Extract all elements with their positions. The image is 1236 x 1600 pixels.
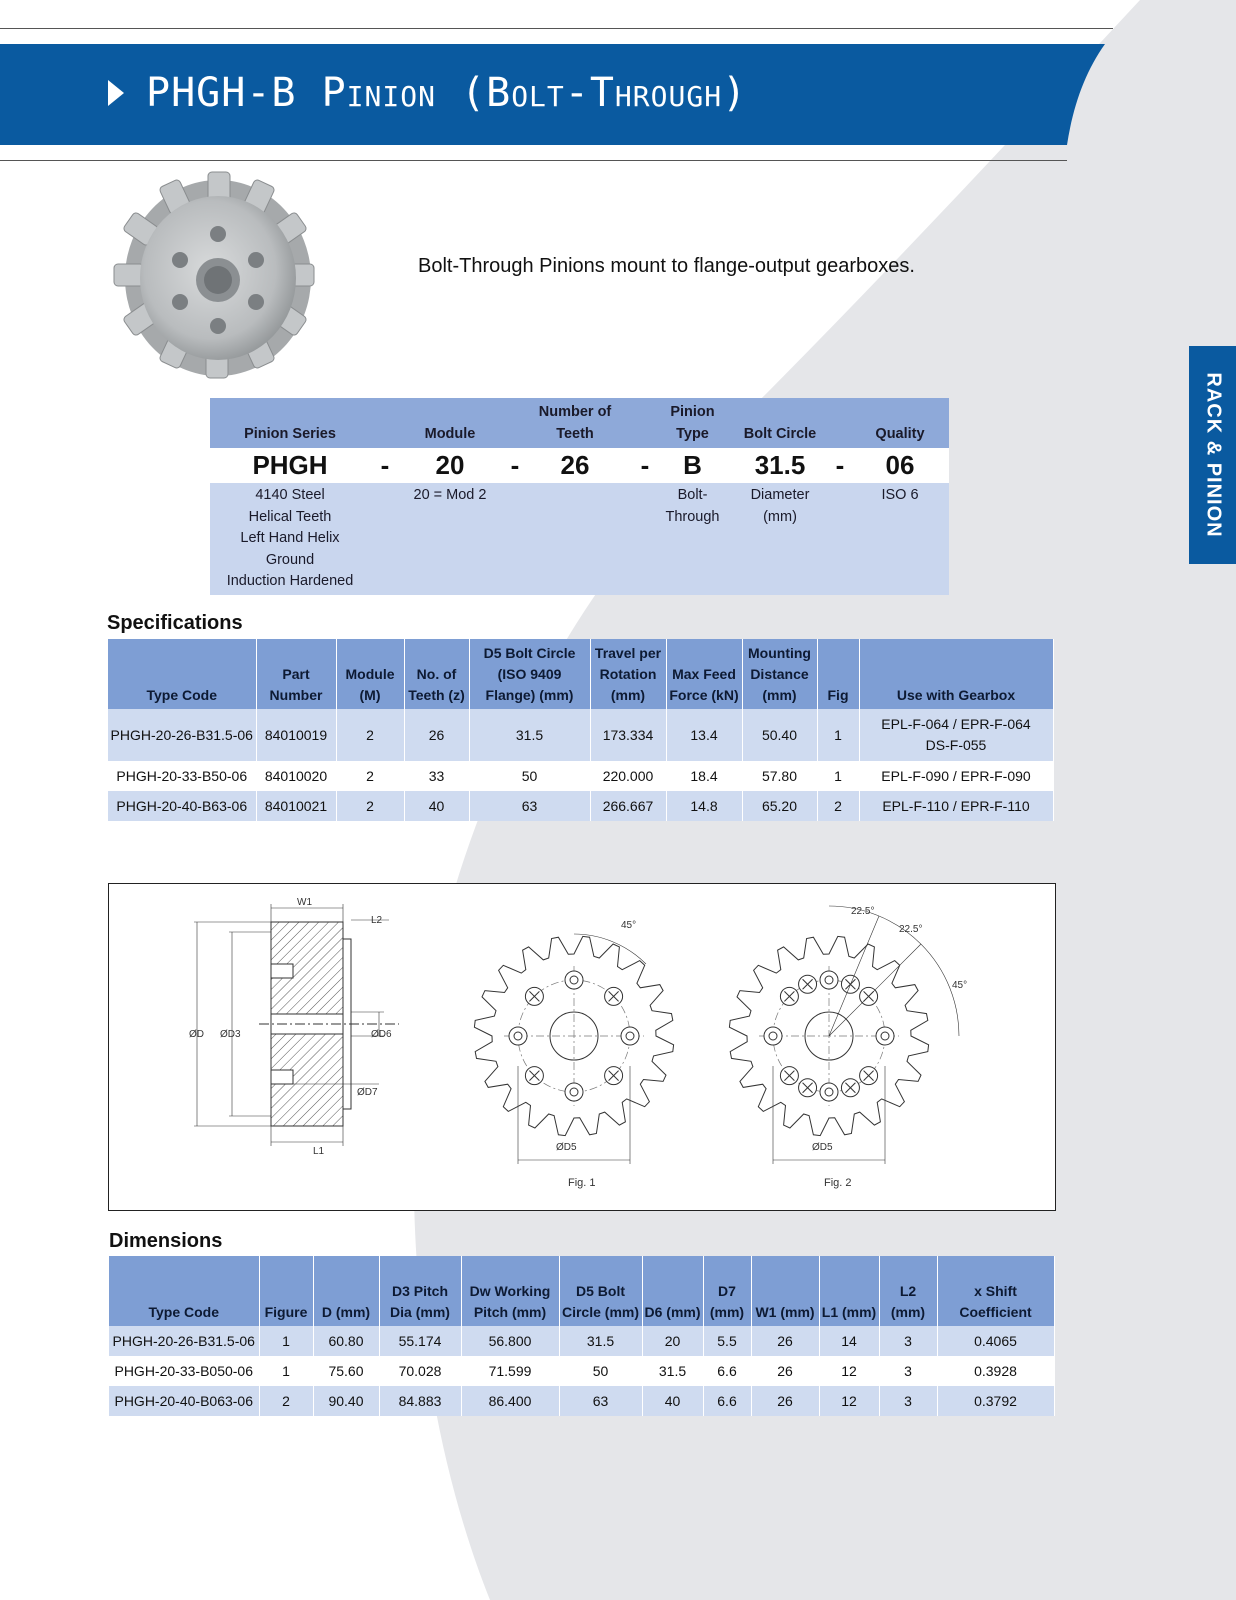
spec-cell: 14.8 (666, 791, 742, 821)
spec-cell: EPL-F-090 / EPR-F-090 (859, 761, 1053, 791)
pn-code-teeth: 26 (560, 450, 590, 480)
pn-desc-quality: ISO 6 (881, 487, 919, 503)
dim-cell: PHGH-20-26-B31.5-06 (109, 1326, 259, 1356)
pn-header-series: Pinion Series (244, 426, 336, 442)
pn-header-module: Module (424, 426, 476, 442)
pn-code-separator: - (380, 450, 390, 480)
dim-cell: 1 (259, 1356, 313, 1386)
label-l1: L1 (313, 1146, 325, 1157)
dim-cell: 2 (259, 1386, 313, 1416)
side-tab (1189, 346, 1236, 564)
fig2-angle-a: 22.5° (851, 906, 875, 917)
dim-col-x: x Shift Coefficient (937, 1256, 1054, 1326)
spec-col-fig: Fig (817, 639, 859, 709)
dim-cell: 60.80 (313, 1326, 379, 1356)
spec-cell: 18.4 (666, 761, 742, 791)
pn-code-separator: - (640, 450, 650, 480)
dim-cell: PHGH-20-40-B063-06 (109, 1386, 259, 1416)
spec-cell: 63 (469, 791, 590, 821)
label-d7: ØD7 (357, 1087, 378, 1098)
spec-cell: 33 (404, 761, 469, 791)
dim-cell: 50 (559, 1356, 642, 1386)
dimensions-table (109, 1256, 1055, 1416)
pn-code-separator: - (510, 450, 520, 480)
fig1-d5-label: ØD5 (556, 1142, 577, 1153)
pn-code-type: B (683, 450, 702, 480)
pn-header-quality: Quality (875, 426, 925, 442)
dim-col-d5: D5 Bolt Circle (mm) (559, 1256, 642, 1326)
spec-cell: 2 (336, 761, 404, 791)
spec-cell: 266.667 (590, 791, 666, 821)
intro-text: Bolt-Through Pinions mount to flange-output gearboxes. (418, 255, 915, 277)
dim-cell: 3 (879, 1386, 937, 1416)
spec-col-travel: Travel per Rotation (mm) (590, 639, 666, 709)
spec-cell: 13.4 (666, 709, 742, 761)
part-number-descriptions (210, 483, 949, 595)
technical-drawing-box (108, 883, 1056, 1211)
pn-desc-type: Bolt- Through (665, 487, 720, 525)
spec-col-part-number: Part Number (256, 639, 336, 709)
dim-cell: PHGH-20-33-B050-06 (109, 1356, 259, 1386)
fig2-angle-b: 22.5° (899, 924, 923, 935)
spec-cell: 220.000 (590, 761, 666, 791)
dim-cell: 20 (642, 1326, 703, 1356)
part-number-key-header (210, 398, 949, 448)
table-row (109, 1356, 1054, 1386)
spec-cell: 2 (817, 791, 859, 821)
top-rule (0, 28, 1113, 29)
spec-cell: 84010020 (256, 761, 336, 791)
fig2-gear-drawing (729, 906, 959, 1164)
fig1-caption: Fig. 1 (568, 1177, 596, 1189)
table-row (109, 1326, 1054, 1356)
play-triangle-icon (108, 80, 124, 106)
spec-col-teeth: No. of Teeth (z) (404, 639, 469, 709)
pn-code-series: PHGH (252, 450, 328, 480)
specifications-title: Specifications (107, 612, 243, 634)
dimensions-title: Dimensions (109, 1230, 223, 1252)
pn-code-module: 20 (435, 450, 465, 480)
dim-cell: 0.3928 (937, 1356, 1054, 1386)
label-d6: ØD6 (371, 1029, 392, 1040)
pn-header-type: Pinion Type (670, 404, 715, 442)
specifications-table (108, 639, 1054, 821)
spec-cell: 173.334 (590, 709, 666, 761)
dim-cell: 84.883 (379, 1386, 461, 1416)
spec-cell: 65.20 (742, 791, 817, 821)
spec-cell: 84010019 (256, 709, 336, 761)
dim-cell: 1 (259, 1326, 313, 1356)
table-row (108, 791, 1053, 821)
dim-cell: 75.60 (313, 1356, 379, 1386)
side-tab-label: RACK & PINION (1202, 372, 1224, 538)
dim-col-type-code: Type Code (109, 1256, 259, 1326)
pn-header-teeth: Number of Teeth (538, 404, 612, 442)
dim-cell: 63 (559, 1386, 642, 1416)
fig2-caption: Fig. 2 (824, 1177, 852, 1189)
spec-col-type-code: Type Code (108, 639, 256, 709)
spec-cell: 84010021 (256, 791, 336, 821)
pn-code-quality: 06 (885, 450, 915, 480)
part-number-key (210, 398, 949, 595)
spec-cell: 57.80 (742, 761, 817, 791)
side-section-view (194, 904, 399, 1146)
fig2-d5-label: ØD5 (812, 1142, 833, 1153)
table-row (109, 1386, 1054, 1416)
part-number-codes (210, 448, 949, 483)
spec-cell: 1 (817, 761, 859, 791)
spec-cell: PHGH-20-26-B31.5-06 (108, 709, 256, 761)
pn-code-bolt-circle: 31.5 (754, 450, 806, 480)
dim-cell: 70.028 (379, 1356, 461, 1386)
page-title: PHGH-B Pinion (Bolt-Through) (108, 70, 747, 116)
label-d3: ØD3 (220, 1029, 241, 1040)
dim-cell: 26 (751, 1356, 819, 1386)
pn-header-bolt-circle: Bolt Circle (743, 426, 817, 442)
dim-cell: 12 (819, 1356, 879, 1386)
dim-cell: 40 (642, 1386, 703, 1416)
table-row (108, 709, 1053, 761)
spec-cell: 2 (336, 709, 404, 761)
spec-cell: 50 (469, 761, 590, 791)
dim-col-l1: L1 (mm) (819, 1256, 879, 1326)
spec-col-feed-force: Max Feed Force (kN) (666, 639, 742, 709)
spec-cell: PHGH-20-33-B50-06 (108, 761, 256, 791)
dim-col-d7: D7 (mm) (703, 1256, 751, 1326)
dim-cell: 12 (819, 1386, 879, 1416)
dim-cell: 56.800 (461, 1326, 559, 1356)
dim-cell: 6.6 (703, 1386, 751, 1416)
dim-cell: 0.4065 (937, 1326, 1054, 1356)
spec-cell: 2 (336, 791, 404, 821)
fig1-angle: 45° (621, 920, 637, 931)
spec-cell: 1 (817, 709, 859, 761)
dim-cell: 31.5 (559, 1326, 642, 1356)
dim-cell: 26 (751, 1386, 819, 1416)
dim-cell: 6.6 (703, 1356, 751, 1386)
dim-cell: 3 (879, 1356, 937, 1386)
pn-desc-bolt-circle: Diameter (mm) (750, 487, 810, 525)
dim-cell: 26 (751, 1326, 819, 1356)
dim-col-dw: Dw Working Pitch (mm) (461, 1256, 559, 1326)
dim-cell: 55.174 (379, 1326, 461, 1356)
dim-cell: 3 (879, 1326, 937, 1356)
spec-col-gearbox: Use with Gearbox (859, 639, 1053, 709)
dim-cell: 31.5 (642, 1356, 703, 1386)
label-d: ØD (189, 1029, 204, 1040)
table-row (108, 761, 1053, 791)
spec-col-bolt-circle: D5 Bolt Circle (ISO 9409 Flange) (mm) (469, 639, 590, 709)
spec-cell: PHGH-20-40-B63-06 (108, 791, 256, 821)
dim-cell: 0.3792 (937, 1386, 1054, 1416)
dim-col-w1: W1 (mm) (751, 1256, 819, 1326)
dim-cell: 14 (819, 1326, 879, 1356)
pn-code-separator: - (835, 450, 845, 480)
spec-cell: 26 (404, 709, 469, 761)
label-l2: L2 (371, 915, 383, 926)
spec-cell: EPL-F-064 / EPR-F-064 DS-F-055 (859, 709, 1053, 761)
dim-col-l2: L2 (mm) (879, 1256, 937, 1326)
technical-drawings (109, 884, 1055, 1210)
dim-col-figure: Figure (259, 1256, 313, 1326)
dim-cell: 90.40 (313, 1386, 379, 1416)
dim-col-d6: D6 (mm) (642, 1256, 703, 1326)
spec-cell: EPL-F-110 / EPR-F-110 (859, 791, 1053, 821)
dim-col-d: D (mm) (313, 1256, 379, 1326)
spec-cell: 40 (404, 791, 469, 821)
pn-desc-module: 20 = Mod 2 (413, 487, 487, 503)
fig1-gear-drawing (474, 934, 673, 1164)
spec-cell: 31.5 (469, 709, 590, 761)
dim-cell: 86.400 (461, 1386, 559, 1416)
pinion-gear-image (108, 168, 323, 386)
spec-cell: 50.40 (742, 709, 817, 761)
label-w1: W1 (297, 897, 312, 908)
pn-desc-series: 4140 Steel Helical Teeth Left Hand Helix Ground Induction Hardened (226, 487, 354, 589)
spec-col-module: Module (M) (336, 639, 404, 709)
dim-cell: 71.599 (461, 1356, 559, 1386)
dim-col-d3: D3 Pitch Dia (mm) (379, 1256, 461, 1326)
banner-bottom-rule (0, 160, 1067, 161)
dim-cell: 5.5 (703, 1326, 751, 1356)
fig2-angle-c: 45° (952, 980, 968, 991)
spec-col-mounting: Mounting Distance (mm) (742, 639, 817, 709)
